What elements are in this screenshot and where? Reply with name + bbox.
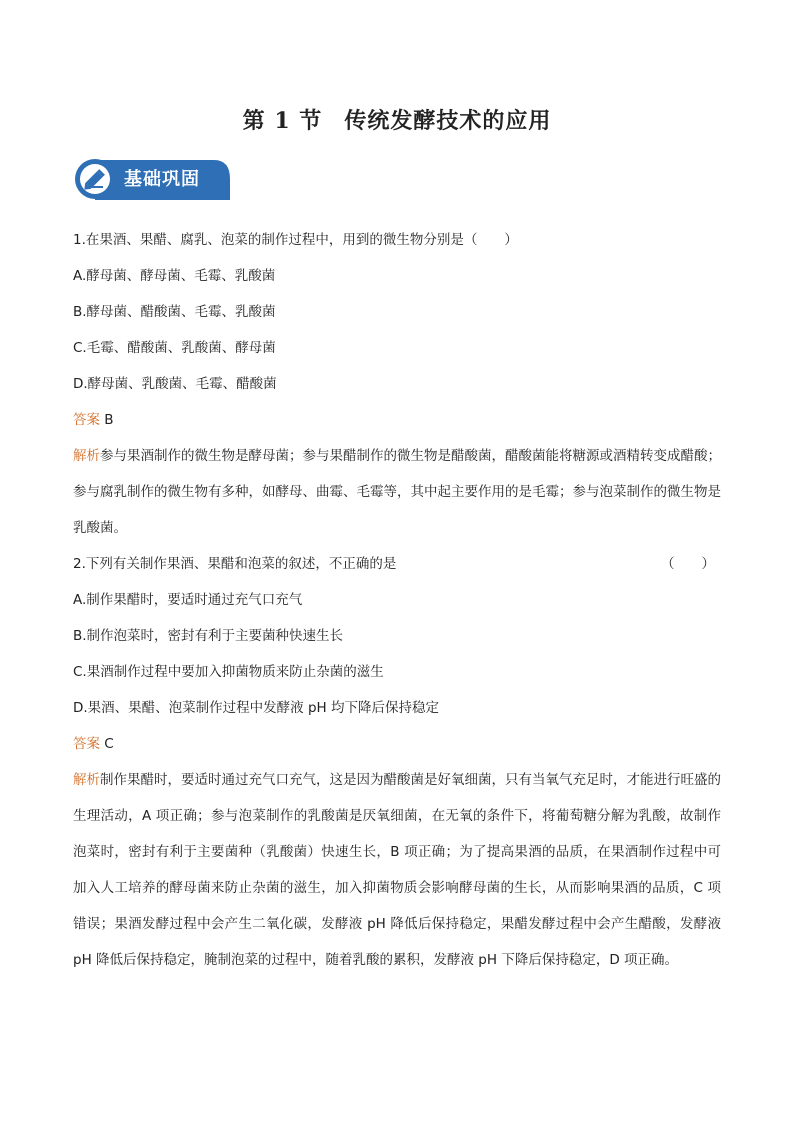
option-c: C.果酒制作过程中要加入抑菌物质来防止杂菌的滋生 bbox=[73, 664, 384, 680]
option-a: A.制作果醋时，要适时通过充气口充气 bbox=[73, 592, 303, 608]
analysis-label: 解析 bbox=[73, 772, 100, 788]
question-stem: 1.在果酒、果醋、腐乳、泡菜的制作过程中，用到的微生物分别是（ ） bbox=[73, 232, 518, 248]
option-d: D.果酒、果醋、泡菜制作过程中发酵液 pH 均下降后保持稳定 bbox=[73, 700, 439, 716]
answer-value: C bbox=[104, 736, 114, 752]
pencil-icon bbox=[74, 158, 116, 200]
section-name: 传统发酵技术的应用 bbox=[344, 108, 552, 134]
analysis-paragraph bbox=[73, 762, 721, 978]
answer-value: B bbox=[104, 412, 114, 428]
question-1 bbox=[73, 222, 721, 546]
answer-line bbox=[73, 726, 721, 762]
section-number: 第 1 节 bbox=[242, 108, 323, 134]
answer-parenthesis: （ ） bbox=[661, 556, 715, 572]
analysis-text: 制作果醋时，要适时通过充气口充气，这是因为醋酸菌是好氧细菌，只有当氧气充足时，才能进行旺盛的生理活动，A 项正确；参与泡菜制作的乳酸菌是厌氧细菌，在无氧的条件下，将葡萄糖分解为乳酸，故制作泡菜时，密封有利于主要菌种（乳酸菌）快速生长，B 项正确；为了提高果酒的品质，在果酒制作过程中可加入人工培养的酵母菌来防止杂菌的滋生，加入抑菌物质会影响酵母菌的生长，从而影响果酒的品质，C 项错误；果酒发酵过程中会产生二氧化碳，发酵液 pH 降低后保持稳定，果醋发酵过程中会产生醋酸，发酵液 pH 降低后保持稳定，腌制泡菜的过程中，随着乳酸的累积，发酵液 pH 下降后保持稳定，D 项正确。 bbox=[73, 772, 721, 968]
section-badge bbox=[74, 158, 230, 200]
option-b: B.酵母菌、醋酸菌、毛霉、乳酸菌 bbox=[73, 304, 276, 320]
option-c: C.毛霉、醋酸菌、乳酸菌、酵母菌 bbox=[73, 340, 276, 356]
answer-line bbox=[73, 402, 721, 438]
answer-label: 答案 bbox=[73, 736, 100, 752]
analysis-label: 解析 bbox=[73, 448, 100, 464]
option-d: D.酵母菌、乳酸菌、毛霉、醋酸菌 bbox=[73, 376, 277, 392]
badge-label: 基础巩固 bbox=[124, 169, 200, 190]
analysis-paragraph bbox=[73, 438, 721, 546]
question-stem-row bbox=[73, 546, 721, 582]
question-list bbox=[73, 222, 721, 978]
answer-label: 答案 bbox=[73, 412, 100, 428]
question-2 bbox=[73, 546, 721, 978]
question-stem: 2.下列有关制作果酒、果醋和泡菜的叙述，不正确的是 bbox=[73, 556, 397, 572]
option-b: B.制作泡菜时，密封有利于主要菌种快速生长 bbox=[73, 628, 344, 644]
analysis-text: 参与果酒制作的微生物是酵母菌；参与果醋制作的微生物是醋酸菌，醋酸菌能将糖源或酒精转变成醋酸；参与腐乳制作的微生物有多种，如酵母、曲霉、毛霉等，其中起主要作用的是毛霉；参与泡菜制作的微生物是乳酸菌。 bbox=[73, 448, 721, 536]
page-title bbox=[0, 104, 794, 135]
option-a: A.酵母菌、酵母菌、毛霉、乳酸菌 bbox=[73, 268, 276, 284]
